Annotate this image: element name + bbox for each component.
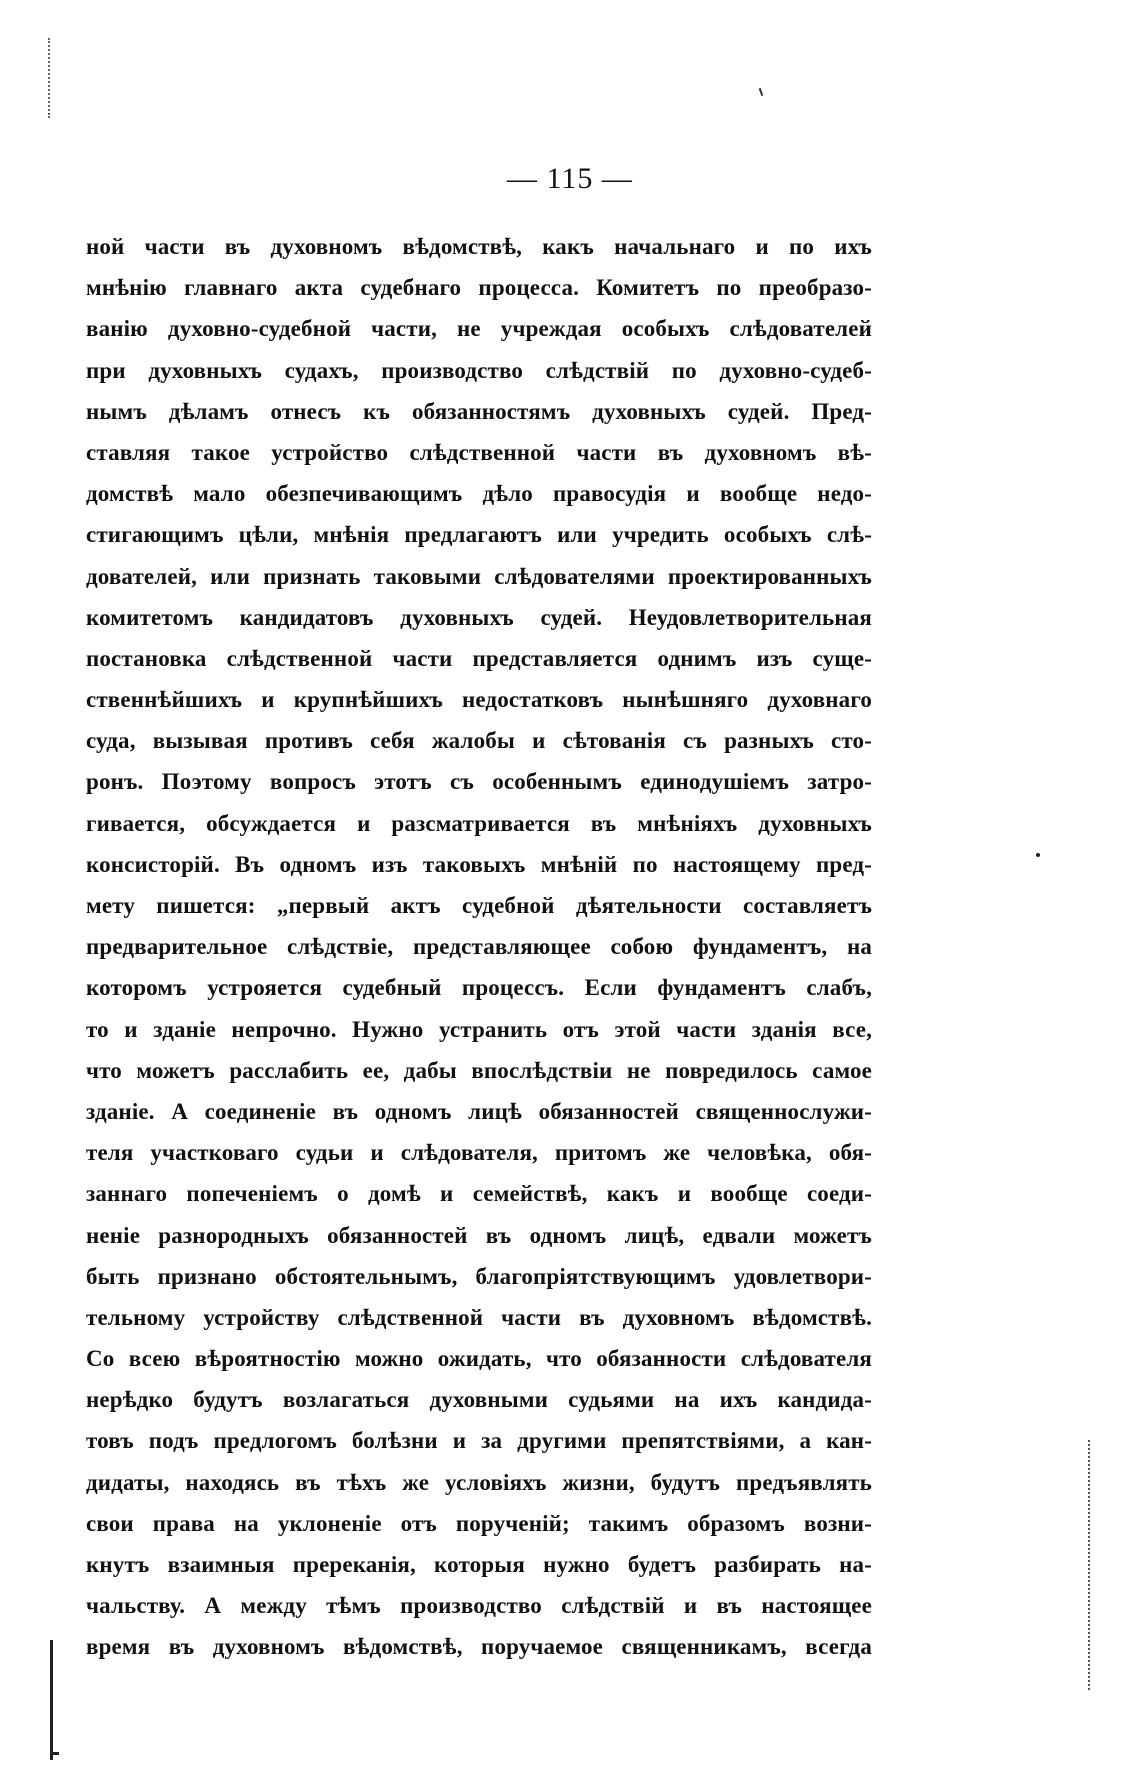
text-line: ственнѣйшихъ и крупнѣйшихъ недостатковъ нынѣшняго духовнаго	[86, 687, 872, 713]
body-text	[86, 226, 872, 1668]
stray-ink-dot	[1036, 853, 1040, 857]
scan-edge-mark	[50, 1640, 53, 1760]
text-line: нымъ дѣламъ отнесъ къ обязанностямъ духовныхъ судей. Пред-	[86, 398, 872, 424]
text-line: Со всею вѣроятностію можно ожидать, что обязанности слѣдователя	[86, 1346, 872, 1372]
text-line: ставляя такое устройство слѣдственной части въ духовномъ вѣ-	[86, 439, 872, 465]
text-line: неніе разнородныхъ обязанностей въ одномъ лицѣ, едвали можетъ	[86, 1222, 872, 1248]
text-line: постановка слѣдственной части представляется однимъ изъ суще-	[86, 645, 872, 671]
text-line: дователей, или признать таковыми слѣдователями проектированныхъ	[86, 563, 872, 589]
text-line: комитетомъ кандидатовъ духовныхъ судей. Неудовлетворительная	[86, 604, 872, 630]
text-line: консисторій. Въ одномъ изъ таковыхъ мнѣній по настоящему пред-	[86, 851, 872, 877]
text-line: время въ духовномъ вѣдомствѣ, поручаемое священникамъ, всегда	[86, 1634, 872, 1660]
page-number: — 115 —	[507, 162, 633, 195]
text-line: что можетъ расслабить ее, дабы впослѣдствіи не повредилось самое	[86, 1057, 872, 1083]
text-line: чальству. А между тѣмъ производство слѣдствій и въ настоящее	[86, 1593, 872, 1619]
text-line: тельному устройству слѣдственной части въ духовномъ вѣдомствѣ.	[86, 1304, 872, 1330]
text-line: ной части въ духовномъ вѣдомствѣ, какъ начальнаго и по ихъ	[86, 234, 872, 259]
scan-edge-mark	[50, 1752, 59, 1755]
text-line: которомъ устрояется судебный процессъ. Если фундаментъ слабъ,	[86, 975, 872, 1001]
text-line: дидаты, находясь въ тѣхъ же условіяхъ жизни, будутъ предъявлять	[86, 1469, 872, 1495]
text-line: кнутъ взаимныя пререканія, которыя нужно будетъ разбирать на-	[86, 1552, 872, 1577]
text-line: ванію духовно-судебной части, не учреждая особыхъ слѣдователей	[86, 316, 872, 342]
text-line: свои права на уклоненіе отъ порученій; такимъ образомъ возни-	[86, 1510, 872, 1536]
text-line: мету пишется: „первый актъ судебной дѣятельности составляетъ	[86, 893, 872, 918]
text-line: предварительное слѣдствіе, представляющее собою фундаментъ, на	[86, 934, 872, 960]
scan-edge-mark	[1088, 1440, 1092, 1690]
text-line: суда, вызывая противъ себя жалобы и сѣтованія съ разныхъ сто-	[86, 728, 872, 754]
text-line: заннаго попеченіемъ о домѣ и семействѣ, какъ и вообще соеди-	[86, 1181, 872, 1207]
text-line: стигающимъ цѣли, мнѣнія предлагаютъ или учредить особыхъ слѣ-	[86, 522, 872, 548]
text-line: гивается, обсуждается и разсматривается въ мнѣніяхъ духовныхъ	[86, 810, 872, 836]
scan-edge-mark	[48, 38, 52, 118]
text-line: мнѣнію главнаго акта судебнаго процесса. Комитетъ по преобразо-	[86, 275, 872, 301]
text-line: домствѣ мало обезпечивающимъ дѣло правосудія и вообще недо-	[86, 481, 872, 507]
text-line: то и зданіе непрочно. Нужно устранить отъ этой части зданія все,	[86, 1016, 872, 1042]
text-line: теля участковаго судьи и слѣдователя, притомъ же человѣка, обя-	[86, 1140, 872, 1166]
text-line: ронъ. Поэтому вопросъ этотъ съ особеннымъ единодушіемъ затро-	[86, 769, 872, 795]
text-line: при духовныхъ судахъ, производство слѣдствій по духовно-судеб-	[86, 357, 872, 383]
text-line: товъ подъ предлогомъ болѣзни и за другими препятствіями, а кан-	[86, 1428, 872, 1454]
text-line: быть признано обстоятельнымъ, благопріятствующимъ удовлетвори-	[86, 1263, 872, 1289]
text-line: зданіе. А соединеніе въ одномъ лицѣ обязанностей священнослужи-	[86, 1098, 872, 1124]
text-line: нерѣдко будутъ возлагаться духовными судьями на ихъ кандида-	[86, 1387, 872, 1413]
stray-ink-mark	[759, 88, 764, 96]
